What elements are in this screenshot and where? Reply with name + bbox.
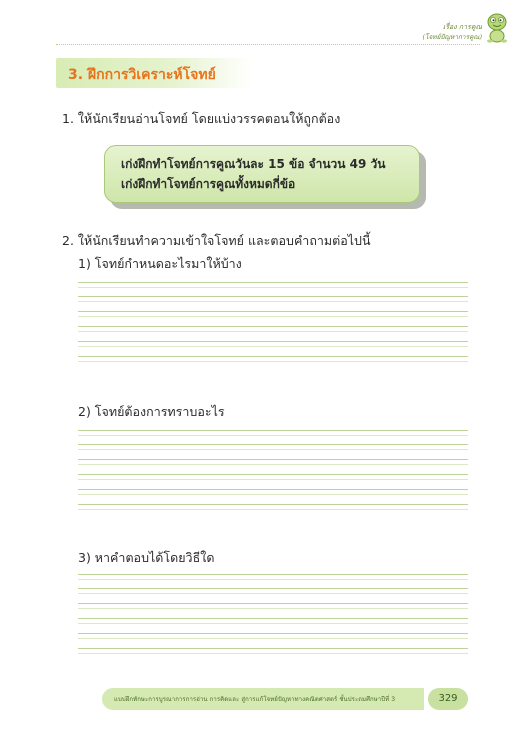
footer-bar [102,688,424,710]
problem-line-1: เก่งฝึกทำโจทย์การคูณวันละ 15 ข้อ จำนวน 49 วัน [121,157,386,171]
topic-line-2: (โจทย์ปัญหาการคูณ) [422,33,482,41]
header-topic [422,22,482,42]
footer-text: แบบฝึกทักษะการบูรณาการการอ่าน การคิดและ สู่การแก้โจทย์ปัญหาทางคณิตศาสตร์ ชั้นประถมศึกษาปีที่ 3 [114,696,396,703]
section-title: 3. ฝึกการวิเคราะห์โจทย์ [68,67,216,83]
section-banner [56,58,252,88]
question-2: 2. ให้นักเรียนทำความเข้าใจโจทย์ และตอบคำถามต่อไปนี้ [62,233,371,248]
question-1: 1. ให้นักเรียนอ่านโจทย์ โดยแบ่งวรรคตอนให้ถูกต้อง [62,111,341,126]
page-number: 329 [438,693,458,704]
frog-mascot-icon [484,12,510,44]
header-divider [56,44,480,45]
sub-question-2: 2) โจทย์ต้องการทราบอะไร [78,404,225,419]
topic-line-1: เรื่อง การคูณ [442,23,482,31]
sub-question-1: 1) โจทย์กำหนดอะไรมาให้บ้าง [78,256,242,271]
sub-question-3: 3) หาคำตอบได้โดยวิธีใด [78,550,215,565]
problem-box [104,145,420,203]
problem-line-2: เก่งฝึกทำโจทย์การคูณทั้งหมดกี่ข้อ [121,177,296,191]
page-number-badge [428,688,468,710]
